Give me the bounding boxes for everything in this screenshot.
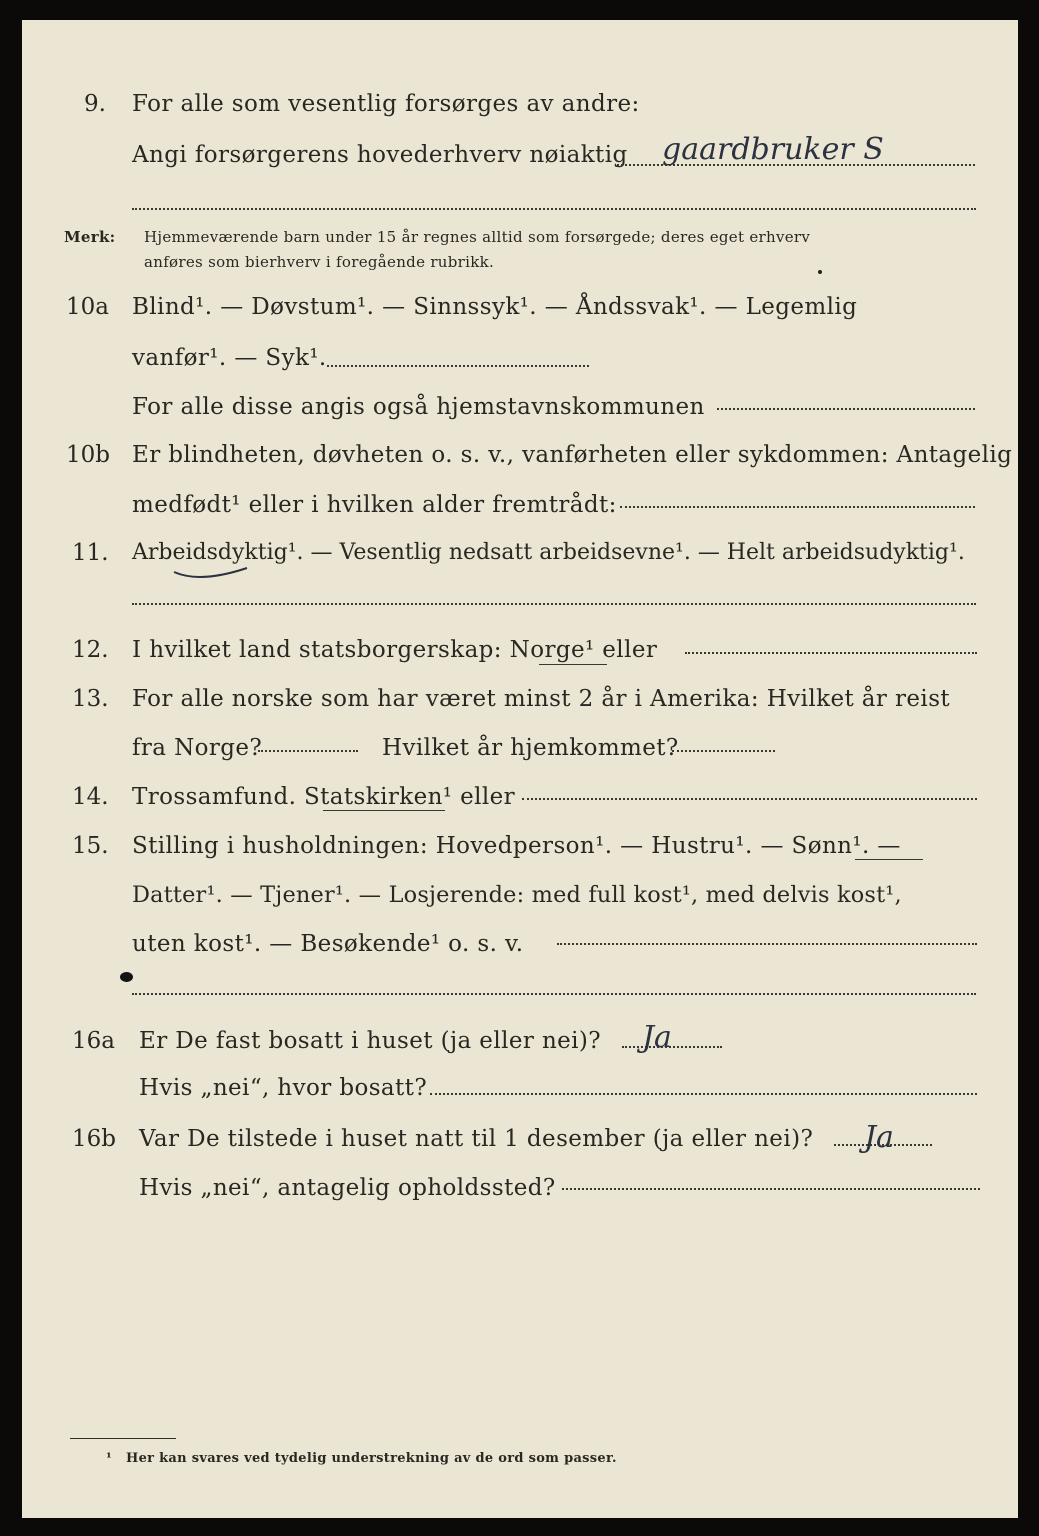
footnote-mark: ¹ [106,1451,112,1466]
sonn-underline-mark [855,859,923,860]
merk-label: Merk: [64,228,116,246]
q12-number: 12. [72,637,109,663]
q10b-line1: Er blindheten, døvheten o. s. v., vanførheten eller sykdommen: Antagelig [132,442,1013,468]
footnote-rule [70,1438,176,1439]
q15-answer-line[interactable] [557,943,977,945]
q13-line1: For alle norske som har været minst 2 år i Amerika: Hvilket år reist [132,686,951,712]
norge-underline-mark [539,664,607,665]
q9-extra-line [132,208,976,210]
q13-number: 13. [72,686,109,712]
q10a-line2: vanfør¹. — Syk¹. [132,345,327,371]
merk-line1: Hjemmeværende barn under 15 år regnes alltid som forsørgede; deres eget erhverv [144,228,811,246]
q16b-line2: Hvis „nei“, antagelig opholdssted? [139,1175,556,1201]
q10b-answer-line[interactable] [620,506,975,508]
q13-reist-line[interactable] [258,750,358,752]
q9-number: 9. [84,91,106,117]
q11-number: 11. [72,540,109,566]
q10a-line3: For alle disse angis også hjemstavnskommunen [132,394,705,420]
q15-line1: Stilling i husholdningen: Hovedperson¹. — Hustru¹. — Sønn¹. — [132,833,901,859]
q13-line2a: fra Norge? [132,735,263,761]
q12-line1: I hvilket land statsborgerskap: Norge¹ eller [132,637,658,663]
q16a-bosatt-line[interactable] [430,1093,977,1095]
q14-line1: Trossamfund. Statskirken¹ eller [132,784,516,810]
footnote-text: Her kan svares ved tydelig understrekning av de ord som passer. [126,1451,617,1466]
q16b-line1: Var De tilstede i huset natt til 1 desember (ja eller nei)? [139,1126,814,1152]
q16b-opholdssted-line[interactable] [562,1188,980,1190]
q9-line1: For alle som vesentlig forsørges av andre: [132,91,640,117]
q15-line2: Datter¹. — Tjener¹. — Losjerende: med full kost¹, med delvis kost¹, [132,882,902,908]
q15-extra-line [132,993,976,995]
q16b-answer-handwriting: Ja [864,1120,894,1155]
ink-blot [120,972,133,982]
q10a-kommune-line[interactable] [717,408,975,410]
q14-number: 14. [72,784,109,810]
q13-line2b: Hvilket år hjemkommet? [382,735,679,761]
q16a-answer-line[interactable] [622,1046,722,1048]
ink-speck [818,270,822,274]
q16b-number: 16b [72,1126,116,1152]
q15-number: 15. [72,833,109,859]
q16a-line1: Er De fast bosatt i huset (ja eller nei)? [139,1028,602,1054]
q9-line2: Angi forsørgerens hovederhverv nøiaktig [132,142,628,168]
q14-answer-line[interactable] [522,798,977,800]
q16a-line2: Hvis „nei“, hvor bosatt? [139,1075,428,1101]
q13-hjemkommet-line[interactable] [672,750,775,752]
q10a-number: 10a [66,294,109,320]
q16a-answer-handwriting: Ja [642,1020,672,1055]
q10a-line1: Blind¹. — Døvstum¹. — Sinnssyk¹. — Åndssvak¹. — Legemlig [132,294,858,320]
arbeidsdyktig-underline-mark [172,560,252,582]
q11-line1: Arbeidsdyktig¹. — Vesentlig nedsatt arbeidsevne¹. — Helt arbeidsudyktig¹. [132,540,965,565]
q10a-syk-line[interactable] [327,365,589,367]
q9-answer-handwriting: gaardbruker S [662,132,884,167]
q15-line3: uten kost¹. — Besøkende¹ o. s. v. [132,931,524,957]
q11-extra-line [132,603,976,605]
q12-answer-line[interactable] [685,652,977,654]
q10b-number: 10b [66,442,110,468]
q10b-line2: medfødt¹ eller i hvilken alder fremtrådt: [132,492,617,518]
statskirken-underline-mark [323,810,445,811]
merk-line2: anføres som bierhverv i foregående rubrikk. [144,253,495,271]
form-page [22,20,1018,1518]
q16a-number: 16a [72,1028,115,1054]
